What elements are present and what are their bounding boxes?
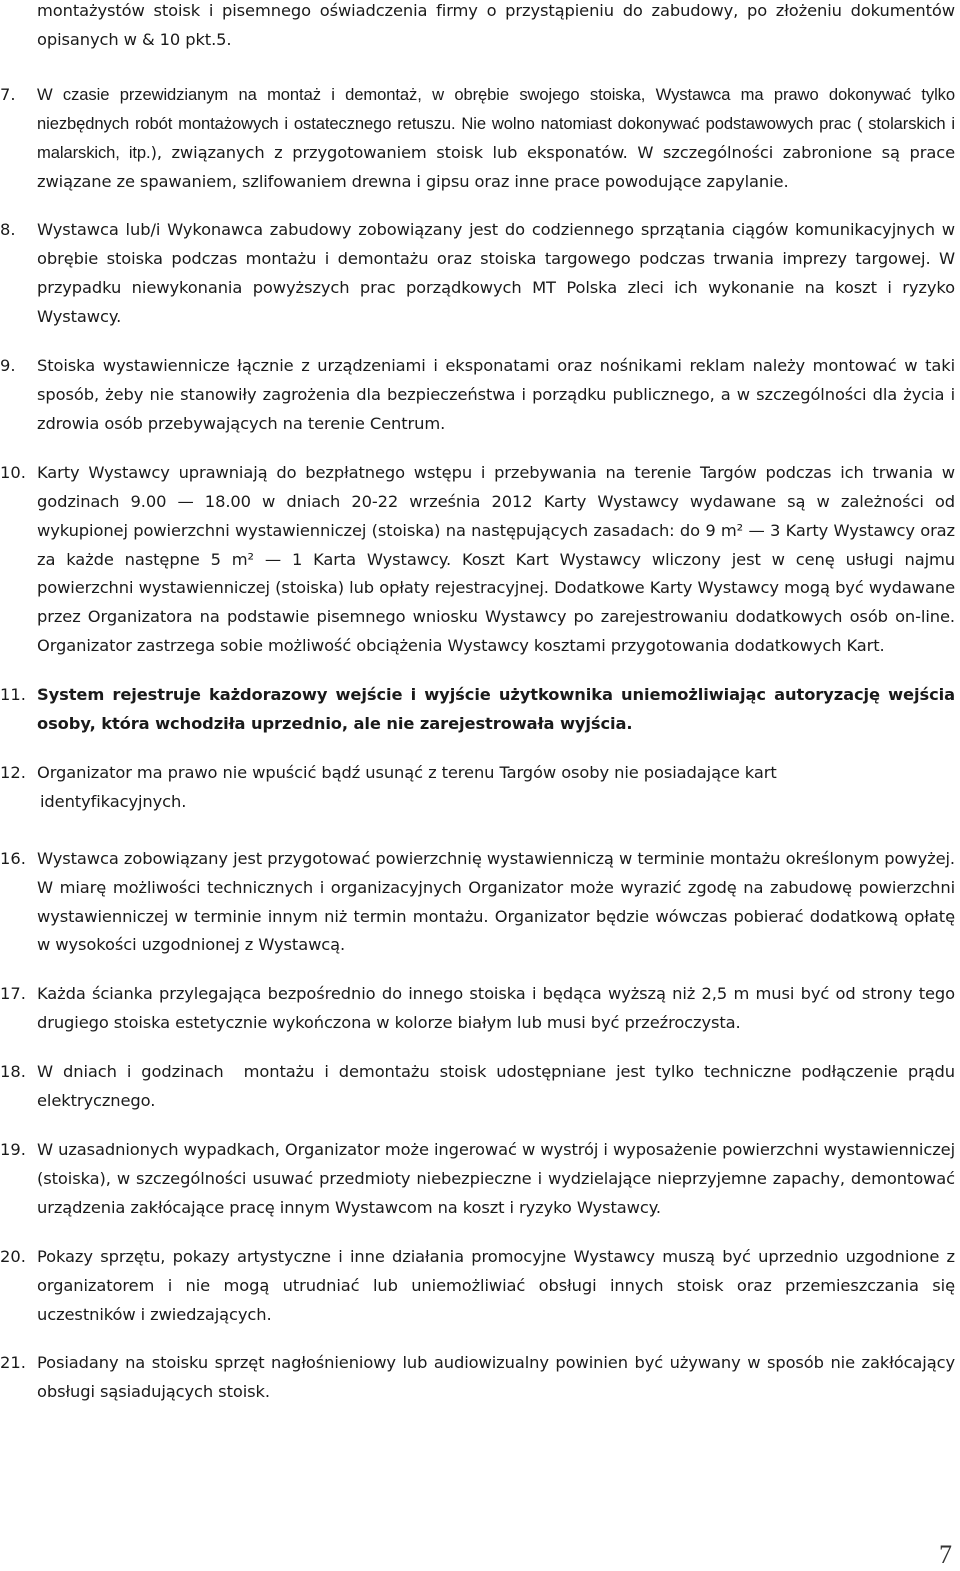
list-item-9 — [0, 352, 955, 439]
item-number: 16. — [0, 848, 26, 868]
item-text-part-a: W czasie przewidzianym na montaż i demontaż, w obrębie swojego stoiska, Wystawca ma prawo dokonywać tylko niezbędnych robót montażowych i ostatecznego retuszu. Nie wolno natomiast dokonywać podstawowych prac ( stolarskich i malarskich, itp. — [37, 84, 955, 162]
list-item-19 — [0, 1136, 955, 1223]
list-item-16 — [0, 845, 955, 961]
list-item-20 — [0, 1243, 955, 1330]
list-item-10 — [0, 459, 955, 661]
item-number: 21. — [0, 1353, 26, 1373]
list-item-7 — [0, 81, 955, 197]
item-number: 7. — [0, 84, 16, 104]
item-text — [37, 759, 879, 817]
item-text: W uzasadnionych wypadkach, Organizator może ingerować w wystrój i wyposażenie powierzchni wystawienniczej (stoiska), w szczególności usuwać przedmioty niebezpieczne i wydzielające nieprzyjemne zapachy, demontować urządzenia zakłócające pracę innym Wystawcom na koszt i ryzyko Wystawcy. — [37, 1140, 955, 1217]
item-number: 8. — [0, 220, 16, 240]
item-text: W dniach i godzinach montażu i demontażu stoisk udostępniane jest tylko techniczne podłączenie prądu elektrycznego. — [37, 1062, 960, 1111]
item-text: Każda ścianka przylegająca bezpośrednio do innego stoiska i będąca wyższą niż 2,5 m musi być od strony tego drugiego stoiska estetycznie wykończona w kolorze białym lub musi być przeźroczysta. — [37, 984, 955, 1033]
item-number: 19. — [0, 1140, 26, 1159]
item-number: 18. — [0, 1062, 26, 1082]
list-item-11 — [0, 681, 955, 739]
item-text: System rejestruje każdorazowy wejście i wyjście użytkownika uniemożliwiając autoryzację wejścia osoby, która wchodziła uprzednio, ale nie zarejestrowała wyjścia. — [37, 685, 955, 734]
item-text: Stoiska wystawiennicze łącznie z urządzeniami i eksponatami oraz nośnikami reklam należy montować w taki sposób, żeby nie stanowiły zagrożenia dla bezpieczeństwa i porządku publicznego, a w szczególności dla życia i zdrowia osób przebywających na terenie Centrum. — [37, 356, 955, 433]
list-item-12 — [0, 759, 955, 817]
continuation-paragraph: montażystów stoisk i pisemnego oświadczenia firmy o przystąpieniu do zabudowy, po złożeniu dokumentów opisanych w & 10 pkt.5. — [37, 1, 955, 49]
item-text-part-b: ), związanych z przygotowaniem stoisk lub eksponatów. W szczególności zabronione są prace związane ze spawaniem, szlifowaniem drewna i gipsu oraz inne prace powodujące zapylanie. — [37, 142, 955, 191]
item-text: Pokazy sprzętu, pokazy artystyczne i inne działania promocyjne Wystawcy muszą być uprzednio uzgodnione z organizatorem i nie mogą utrudniać lub uniemożliwiać obsługi innych stoisk oraz przemieszczania się uczestników i zwiedzających. — [37, 1246, 955, 1324]
item-text: Posiadany na stoisku sprzęt nagłośnieniowy lub audiowizualny powinien być używany w sposób nie zakłócający obsługi sąsiadujących stoisk. — [37, 1353, 955, 1402]
list-item-17 — [0, 980, 955, 1038]
item-number: 12. — [0, 762, 26, 782]
item-text: Wystawca lub/i Wykonawca zabudowy zobowiązany jest do codziennego sprzątania ciągów komunikacyjnych w obrębie stoiska podczas montażu i demontażu oraz stoiska targowego podczas trwania imprezy targowej. W przypadku niewykonania powyższych prac porządkowych MT Polska zleci ich wykonanie na koszt i ryzyko Wystawcy. — [37, 220, 955, 327]
item-text-line-1: Organizator ma prawo nie wpuścić bądź usunąć z terenu Targów osoby nie posiadające kart — [37, 762, 777, 782]
list-item-18 — [0, 1058, 960, 1116]
list-item-8 — [0, 216, 955, 332]
item-number: 10. — [0, 462, 26, 482]
item-text: Karty Wystawcy uprawniają do bezpłatnego wstępu i przebywania na terenie Targów podczas ich trwania w godzinach 9.00 — 18.00 w dniach 20-22 września 2012 Karty Wystawcy wydawane są w zależności od wykupionej powierzchni wystawienniczej (stoiska) na następujących zasadach: do 9 m² — 3 Karty Wystawcy oraz za każde następne 5 m² — 1 Karta Wystawcy. Koszt Kart Wystawcy wliczony jest w cenę usługi najmu powierzchni wystawienniczej (stoiska) lub opłaty rejestracyjnej. Dodatkowe Karty Wystawcy mogą być wydawane przez Organizatora na podstawie pisemnego wniosku Wystawcy po zarejestrowaniu dodatkowych osób on-line. Organizator zastrzega sobie możliwość obciążenia Wystawcy kosztami przygotowania dodatkowych Kart. — [37, 462, 955, 656]
item-number: 11. — [0, 685, 26, 705]
page-number: 7 — [939, 1540, 952, 1569]
list-item-21 — [0, 1349, 955, 1407]
item-number: 9. — [0, 356, 16, 376]
item-text: Wystawca zobowiązany jest przygotować powierzchnię wystawienniczą w terminie montażu określonym powyżej. W miarę możliwości technicznych i organizacyjnych Organizator może wyrazić zgodę na zabudowę powierzchni wystawienniczej w terminie innym niż termin montażu. Organizator będzie wówczas pobierać dodatkową opłatę w wysokości uzgodnionej z Wystawcą. — [37, 848, 955, 955]
item-number: 20. — [0, 1246, 26, 1266]
item-text — [37, 81, 955, 197]
item-text-line-2: identyfikacyjnych. — [40, 791, 187, 811]
item-number: 17. — [0, 984, 26, 1004]
